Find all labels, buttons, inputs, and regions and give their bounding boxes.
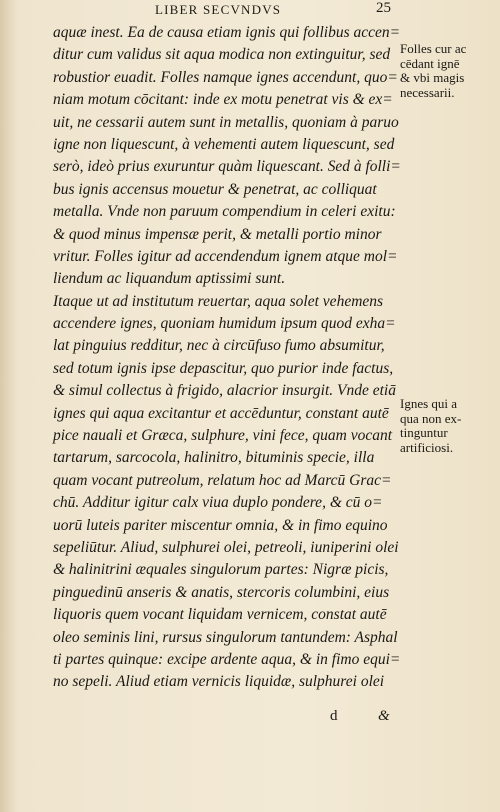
page-number: 25 bbox=[376, 0, 391, 16]
text-line: tartarum, sarcocola, halinitro, bituminis specie, illa bbox=[53, 449, 375, 467]
margin-note-line: qua non ex- bbox=[400, 410, 462, 426]
margin-note-line: necessarii. bbox=[400, 84, 455, 100]
catchword: & bbox=[378, 708, 390, 724]
paragraph-start-line: Itaque ut ad institutum reuertar, aqua solet vehemens bbox=[53, 292, 384, 310]
text-line: quam vocant putreolum, relatum hoc ad Marcū Grac= bbox=[53, 471, 392, 489]
text-line: uorū luteis pariter miscentur omnia, & in fimo equino bbox=[53, 516, 388, 534]
text-line: & simul collectus à frigido, alacrior insurgit. Vnde etiā bbox=[53, 382, 396, 400]
text-line: igne non liquescunt, à vehementi autem liquescunt, sed bbox=[53, 135, 395, 153]
text-line: ignes qui aqua excitantur et accēduntur, constant autē bbox=[53, 404, 389, 422]
text-line: serò, ideò prius exuruntur quàm liquescant. Sed à folli= bbox=[53, 158, 401, 176]
margin-note-line: cēdant ignē bbox=[400, 55, 460, 71]
text-line: niam motum cōcitant: inde ex motu penetrat vis & ex= bbox=[53, 91, 393, 109]
text-line: sepeliūtur. Aliud, sulphurei olei, petreoli, iuniperini olei bbox=[53, 538, 399, 556]
text-line: vritur. Folles igitur ad accendendum ignem atque mol= bbox=[53, 247, 398, 265]
margin-note-folles bbox=[400, 42, 498, 100]
text-line: robustior euadit. Folles namque ignes accendunt, quo= bbox=[53, 68, 398, 86]
text-line: oleo seminis lini, rursus singulorum tantundem: Asphal bbox=[53, 628, 398, 646]
text-line: & halinitrini æquales singulorum partes: Nigræ picis, bbox=[53, 561, 389, 579]
text-line: aquæ inest. Ea de causa etiam ignis qui follibus accen= bbox=[53, 24, 401, 41]
margin-note-line: tinguntur bbox=[400, 425, 448, 440]
text-line: ditur cum validus sit aqua modica non extinguitur, sed bbox=[53, 46, 391, 64]
text-line: bus ignis accensus mouetur & penetrat, ac colliquat bbox=[53, 180, 377, 198]
margin-note-ignes bbox=[400, 397, 498, 455]
text-line: metalla. Vnde non paruum compendium in celeri exitu: bbox=[53, 203, 396, 221]
text-line: sed totum ignis ipse depascitur, quo purior inde factus, bbox=[53, 359, 394, 377]
margin-note-line: Ignes qui a bbox=[400, 396, 458, 411]
main-text-block bbox=[53, 22, 401, 694]
margin-note-line: Folles cur ac bbox=[400, 41, 467, 56]
text-line: no sepeli. Aliud etiam vernicis liquidæ, sulphurei olei bbox=[53, 673, 385, 691]
text-line: lat pinguius redditur, nec à circūfuso fumo absumitur, bbox=[53, 337, 385, 355]
text-line: chū. Additur igitur calx viua duplo pondere, & cū o= bbox=[53, 494, 383, 512]
text-line: accendere ignes, quoniam humidum ipsum quod exha= bbox=[53, 315, 396, 333]
signature-mark: d bbox=[330, 708, 338, 724]
margin-note-line: & vbi magis bbox=[400, 70, 465, 85]
text-line: uit, ne cessarii autem sunt in metallis, quoniam à paruo bbox=[53, 113, 399, 131]
text-line: liquoris quem vocant liquidam vernicem, constat autē bbox=[53, 606, 387, 624]
margin-note-line: artificiosi. bbox=[400, 439, 454, 455]
text-line: ti partes quinque: excipe ardente aqua, & in fimo equi= bbox=[53, 650, 401, 668]
running-title: LIBER SECVNDVS bbox=[155, 2, 282, 17]
text-line: pinguedinū anseris & anatis, stercoris columbini, eius bbox=[53, 583, 390, 601]
footer-catchwords bbox=[330, 708, 410, 730]
text-line: & quod minus impensæ perit, & metalli portio minor bbox=[53, 225, 382, 243]
text-line: liendum ac liquandum aptissimi sunt. bbox=[53, 270, 286, 288]
text-line: pice nauali et Græca, sulphure, vini fece, quam vocant bbox=[53, 427, 393, 445]
